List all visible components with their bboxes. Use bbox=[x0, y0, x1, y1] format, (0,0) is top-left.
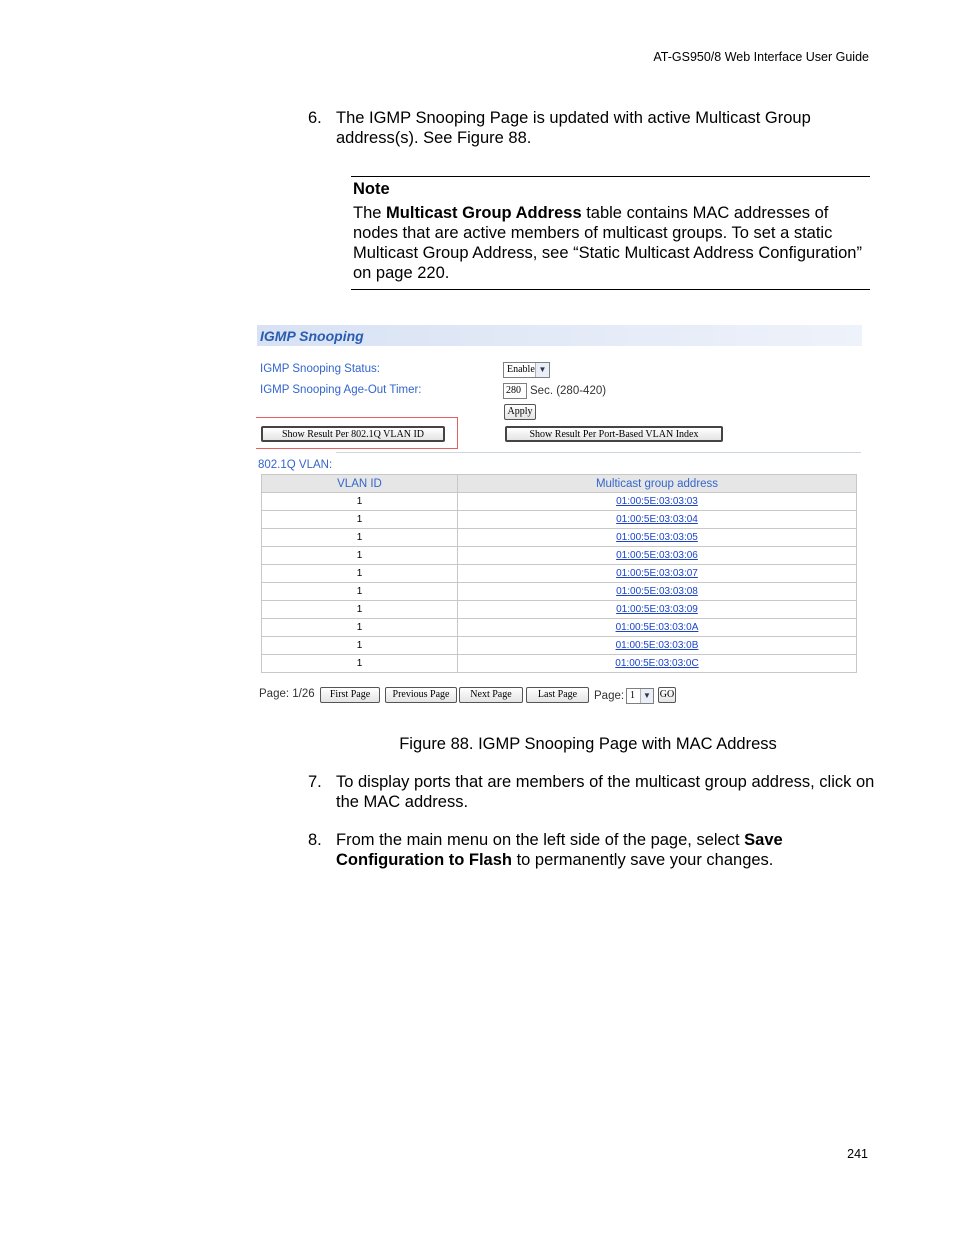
timer-input[interactable]: 280 bbox=[503, 383, 527, 399]
step-number: 7. bbox=[308, 773, 322, 791]
note-body: The Multicast Group Address table contains MAC addresses of nodes that are active members of multicast groups. To set a static Multicast Group Address, see “Static Multicast Address Configuration” on page 220. bbox=[353, 204, 862, 282]
running-header: AT-GS950/8 Web Interface User Guide bbox=[653, 50, 869, 64]
page-select-label: Page: bbox=[594, 690, 625, 702]
igmp-snooping-screenshot bbox=[256, 322, 866, 712]
step-emphasis: Save Configuration to Flash bbox=[336, 831, 783, 869]
table-row bbox=[262, 565, 857, 583]
note-box bbox=[351, 176, 870, 290]
multicast-table bbox=[261, 474, 857, 673]
timer-unit: Sec. (280-420) bbox=[530, 385, 607, 397]
step-text: From the main menu on the left side of the page, select Save Configuration to Flash to permanently save your changes. bbox=[336, 831, 783, 869]
section-divider bbox=[336, 452, 861, 453]
vlan-id-cell: 1 bbox=[262, 565, 458, 583]
table-row bbox=[262, 511, 857, 529]
table-row bbox=[262, 547, 857, 565]
vlan-id-cell: 1 bbox=[262, 493, 458, 511]
page-select[interactable]: 1 ▼ bbox=[626, 688, 654, 704]
vlan-id-cell: 1 bbox=[262, 601, 458, 619]
go-button[interactable]: GO bbox=[658, 687, 676, 703]
vlan-id-cell: 1 bbox=[262, 529, 458, 547]
vlan-id-cell: 1 bbox=[262, 637, 458, 655]
mac-link[interactable]: 01:00:5E:03:03:03 bbox=[458, 493, 857, 511]
panel-title-bar bbox=[257, 325, 862, 346]
vlan-id-cell: 1 bbox=[262, 511, 458, 529]
first-page-button[interactable]: First Page bbox=[320, 687, 380, 703]
table-row bbox=[262, 601, 857, 619]
mac-link[interactable]: 01:00:5E:03:03:08 bbox=[458, 583, 857, 601]
figure-caption: Figure 88. IGMP Snooping Page with MAC Address bbox=[399, 735, 777, 753]
section-label: 802.1Q VLAN: bbox=[258, 459, 333, 471]
column-header-vlan-id: VLAN ID bbox=[262, 475, 458, 493]
status-select[interactable]: Enable ▼ bbox=[503, 362, 550, 378]
table-row bbox=[262, 529, 857, 547]
chevron-down-icon: ▼ bbox=[640, 689, 653, 703]
table-row bbox=[262, 655, 857, 673]
last-page-button[interactable]: Last Page bbox=[526, 687, 589, 703]
step-text: To display ports that are members of the multicast group address, click on the MAC address. bbox=[336, 773, 875, 811]
next-page-button[interactable]: Next Page bbox=[459, 687, 523, 703]
mac-link[interactable]: 01:00:5E:03:03:04 bbox=[458, 511, 857, 529]
show-vlan-id-button[interactable]: Show Result Per 802.1Q VLAN ID bbox=[261, 426, 445, 442]
mac-link[interactable]: 01:00:5E:03:03:07 bbox=[458, 565, 857, 583]
mac-link[interactable]: 01:00:5E:03:03:0C bbox=[458, 655, 857, 673]
step-7 bbox=[0, 772, 954, 816]
mac-link[interactable]: 01:00:5E:03:03:0A bbox=[458, 619, 857, 637]
mac-link[interactable]: 01:00:5E:03:03:09 bbox=[458, 601, 857, 619]
vlan-id-cell: 1 bbox=[262, 655, 458, 673]
table-row bbox=[262, 637, 857, 655]
step-6 bbox=[0, 108, 954, 152]
vlan-id-cell: 1 bbox=[262, 583, 458, 601]
mac-link[interactable]: 01:00:5E:03:03:05 bbox=[458, 529, 857, 547]
step-text: The IGMP Snooping Page is updated with active Multicast Group address(s). See Figure 88. bbox=[336, 109, 811, 147]
page-number: 241 bbox=[847, 1147, 868, 1161]
chevron-down-icon: ▼ bbox=[535, 363, 549, 377]
step-8 bbox=[0, 830, 954, 874]
vlan-id-cell: 1 bbox=[262, 547, 458, 565]
page-info: Page: 1/26 bbox=[259, 688, 315, 700]
vlan-id-cell: 1 bbox=[262, 619, 458, 637]
table-row bbox=[262, 583, 857, 601]
show-port-vlan-button[interactable]: Show Result Per Port-Based VLAN Index bbox=[505, 426, 723, 442]
timer-label: IGMP Snooping Age-Out Timer: bbox=[260, 384, 422, 396]
note-emphasis: Multicast Group Address bbox=[386, 204, 582, 222]
mac-link[interactable]: 01:00:5E:03:03:06 bbox=[458, 547, 857, 565]
note-title: Note bbox=[353, 180, 390, 198]
mac-link[interactable]: 01:00:5E:03:03:0B bbox=[458, 637, 857, 655]
previous-page-button[interactable]: Previous Page bbox=[385, 687, 457, 703]
panel-title: IGMP Snooping bbox=[260, 328, 364, 344]
status-label: IGMP Snooping Status: bbox=[260, 363, 380, 375]
table-row bbox=[262, 493, 857, 511]
table-row bbox=[262, 619, 857, 637]
step-number: 8. bbox=[308, 831, 322, 849]
column-header-multicast-address: Multicast group address bbox=[458, 475, 857, 493]
step-number: 6. bbox=[308, 109, 322, 127]
apply-button[interactable]: Apply bbox=[504, 404, 536, 420]
